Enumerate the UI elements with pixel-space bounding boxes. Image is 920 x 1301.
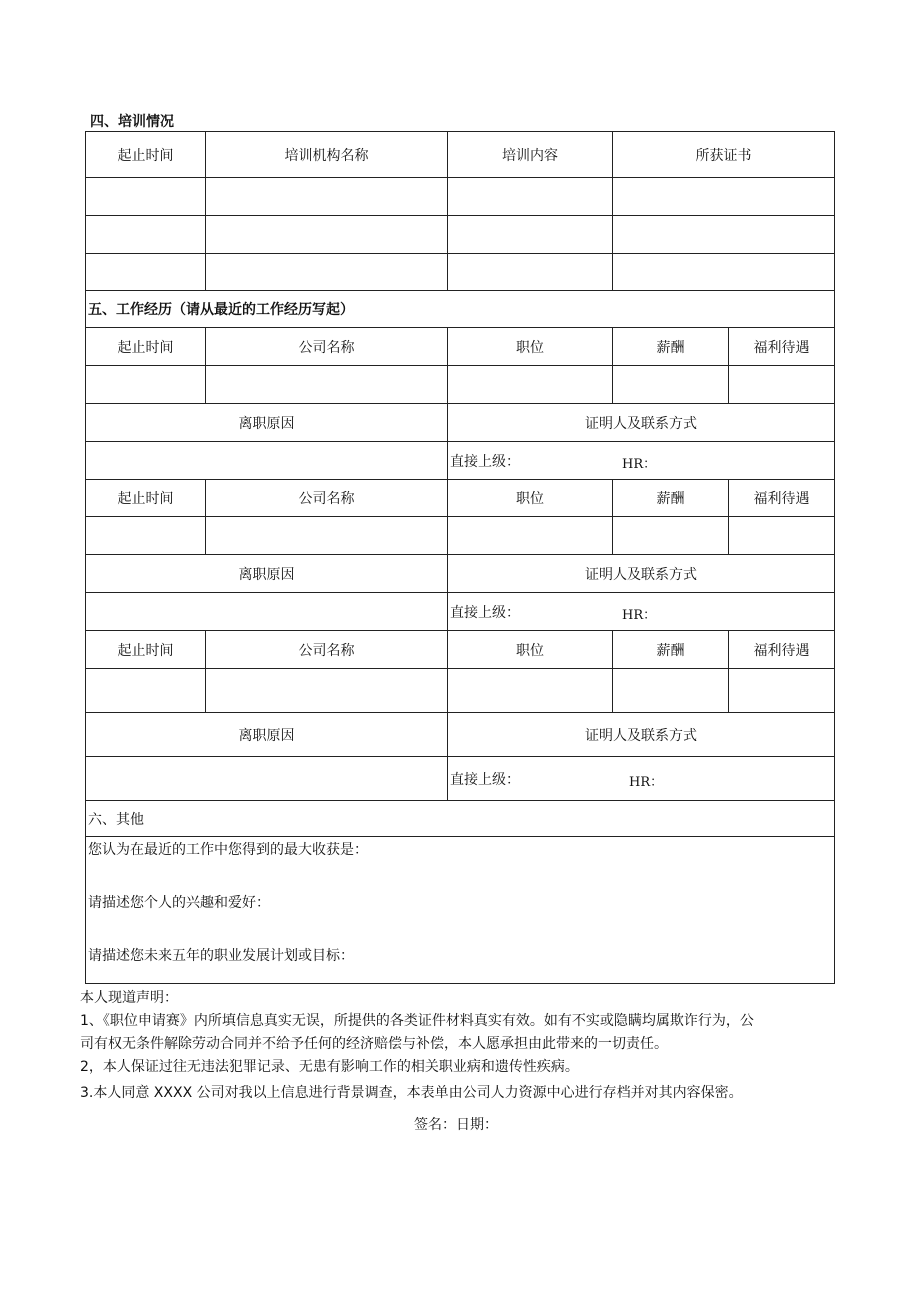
reference-label: 证明人及联系方式 [448, 404, 835, 442]
declaration-item1-line2: 司有权无条件解除劳动合同并不给予任何的经济赔偿与补偿，本人愿承担由此带来的一切责任。 [80, 1036, 668, 1052]
reason-input[interactable] [86, 593, 448, 631]
reason-label: 离职原因 [86, 555, 448, 593]
input-cell[interactable] [613, 178, 835, 216]
header-period: 起止时间 [86, 480, 206, 517]
reason-header-row [86, 555, 835, 593]
input-cell[interactable] [86, 517, 206, 555]
reason-input[interactable] [86, 757, 448, 801]
header-position: 职位 [448, 480, 613, 517]
header-salary: 薪酬 [613, 631, 729, 669]
input-cell[interactable] [86, 366, 206, 404]
input-cell[interactable] [448, 254, 613, 291]
input-cell[interactable] [613, 254, 835, 291]
table-row [86, 216, 835, 254]
header-position: 职位 [448, 328, 613, 366]
header-benefits: 福利待遇 [729, 631, 835, 669]
input-cell[interactable] [448, 669, 613, 713]
input-cell[interactable] [448, 216, 613, 254]
input-cell[interactable] [86, 669, 206, 713]
reason-row [86, 757, 835, 801]
header-institution: 培训机构名称 [206, 132, 448, 178]
training-header-row [86, 132, 835, 178]
table-row [86, 254, 835, 291]
table-row [86, 517, 835, 555]
declaration-item2: 2，本人保证过往无违法犯罪记录、无患有影响工作的相关职业病和遗传性疾病。 [80, 1059, 579, 1075]
header-salary: 薪酬 [613, 480, 729, 517]
header-salary: 薪酬 [613, 328, 729, 366]
input-cell[interactable] [729, 366, 835, 404]
other-info-input[interactable] [86, 837, 835, 984]
input-cell[interactable] [613, 366, 729, 404]
header-company: 公司名称 [206, 480, 448, 517]
section4-title: 四、培训情况 [90, 114, 174, 130]
question-career-plan: 请描述您未来五年的职业发展计划或目标： [88, 948, 354, 964]
input-cell[interactable] [206, 366, 448, 404]
reason-header-row [86, 713, 835, 757]
header-period: 起止时间 [86, 328, 206, 366]
reference-label: 证明人及联系方式 [448, 713, 835, 757]
header-certificate: 所获证书 [613, 132, 835, 178]
table-row [86, 178, 835, 216]
header-company: 公司名称 [206, 328, 448, 366]
reason-label: 离职原因 [86, 713, 448, 757]
section5-title: 五、工作经历（请从最近的工作经历写起） [86, 291, 835, 328]
declaration-item1-line1: 1、《职位申请赛》内所填信息真实无误，所提供的各类证件材料真实有效。如有不实或隐瞒均属欺诈行为，公 [80, 1013, 754, 1029]
reason-row [86, 593, 835, 631]
training-table [85, 131, 835, 291]
reason-header-row [86, 404, 835, 442]
work-header-row [86, 328, 835, 366]
input-cell[interactable] [206, 178, 448, 216]
work-header-row [86, 480, 835, 517]
input-cell[interactable] [86, 254, 206, 291]
input-cell[interactable] [206, 517, 448, 555]
work-header-row [86, 631, 835, 669]
hr-label: HR： [622, 608, 657, 623]
header-benefits: 福利待遇 [729, 480, 835, 517]
input-cell[interactable] [613, 669, 729, 713]
header-content: 培训内容 [448, 132, 613, 178]
reference-label: 证明人及联系方式 [448, 555, 835, 593]
section6-questions-row [86, 837, 835, 984]
header-position: 职位 [448, 631, 613, 669]
input-cell[interactable] [206, 669, 448, 713]
header-benefits: 福利待遇 [729, 328, 835, 366]
work-history-table [85, 290, 835, 984]
reference-input[interactable] [448, 442, 835, 480]
header-company: 公司名称 [206, 631, 448, 669]
reason-row [86, 442, 835, 480]
supervisor-label: 直接上级： [450, 453, 520, 470]
input-cell[interactable] [206, 254, 448, 291]
section6-title-row [86, 801, 835, 837]
table-row [86, 366, 835, 404]
input-cell[interactable] [448, 366, 613, 404]
section5-title-row [86, 291, 835, 328]
input-cell[interactable] [613, 517, 729, 555]
table-row [86, 669, 835, 713]
supervisor-label: 直接上级： [450, 771, 520, 788]
reference-input[interactable] [448, 593, 835, 631]
input-cell[interactable] [448, 178, 613, 216]
hr-label: HR： [622, 457, 657, 472]
supervisor-label: 直接上级： [450, 604, 520, 621]
input-cell[interactable] [448, 517, 613, 555]
hr-label: HR： [629, 775, 664, 790]
declaration-item3: 3.本人同意 XXXX 公司对我以上信息进行背景调查，本表单由公司人力资源中心进行存档并对其内容保密。 [80, 1085, 743, 1101]
reference-input[interactable] [448, 757, 835, 801]
input-cell[interactable] [729, 517, 835, 555]
input-cell[interactable] [86, 216, 206, 254]
input-cell[interactable] [729, 669, 835, 713]
header-period: 起止时间 [86, 631, 206, 669]
reason-input[interactable] [86, 442, 448, 480]
header-period: 起止时间 [86, 132, 206, 178]
question-hobbies: 请描述您个人的兴趣和爱好： [88, 895, 270, 911]
input-cell[interactable] [613, 216, 835, 254]
input-cell[interactable] [86, 178, 206, 216]
question-gain: 您认为在最近的工作中您得到的最大收获是： [88, 842, 368, 858]
declaration-heading: 本人现道声明： [80, 990, 178, 1006]
signature-date-line[interactable]: 签名：日期： [414, 1117, 498, 1133]
input-cell[interactable] [206, 216, 448, 254]
reason-label: 离职原因 [86, 404, 448, 442]
section6-title: 六、其他 [86, 801, 835, 837]
